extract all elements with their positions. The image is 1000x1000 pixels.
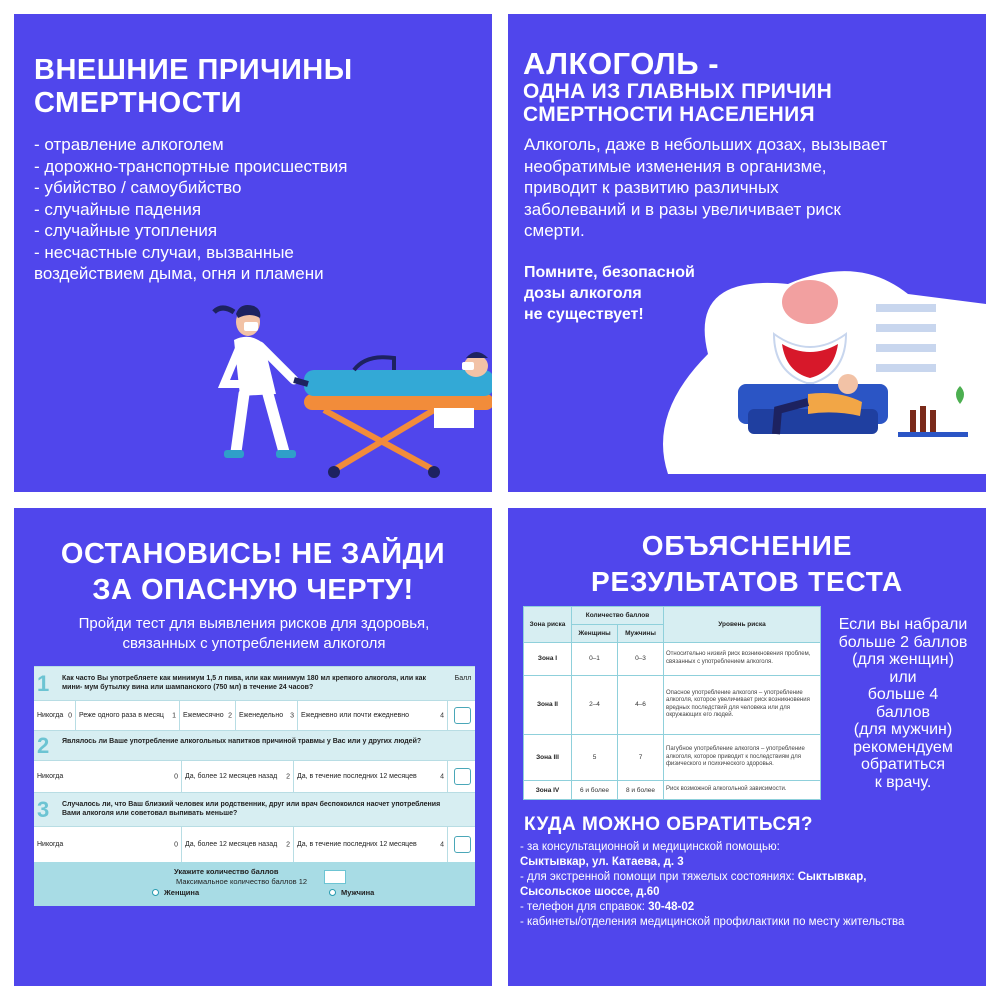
answer-option[interactable]: Никогда 0	[34, 701, 76, 730]
answer-option[interactable]: Никогда 0	[34, 761, 182, 792]
question-text: Как часто Вы употребляете как минимум 1,5 л пива, или как минимум 180 мл крепкого алкоголя, или как мини- мум бутылку вина или шампанского (750 мл) в течение 24 часов?	[62, 675, 426, 691]
stretcher-illustration	[184, 284, 492, 484]
panel1-title: ВНЕШНИЕ ПРИЧИНЫ СМЕРТНОСТИ	[34, 54, 353, 120]
table-header: Уровень риска	[664, 607, 821, 643]
table-header: Мужчины	[618, 625, 664, 643]
panel-test-results	[508, 508, 986, 986]
panel-alcohol-mortality	[508, 14, 986, 492]
answer-option[interactable]: Никогда 0	[34, 827, 182, 862]
answer-option[interactable]: Еженедельно 3	[236, 701, 298, 730]
answer-option[interactable]: Да, более 12 месяцев назад 2	[182, 761, 294, 792]
panel-stop-test	[14, 508, 492, 986]
list-item: воздействием дыма, огня и пламени	[34, 264, 324, 283]
list-item: - случайные утопления	[34, 221, 218, 240]
table-row: Зона IV 6 и более 8 и более Риск возможной алкогольной зависимости.	[524, 781, 821, 800]
alcohol-effects-text: Алкоголь, даже в небольших дозах, вызывает необратимые изменения в организме, приводит к развитию различных заболеваний и в разы увеличивает риск смерти.	[524, 135, 888, 240]
score-checkbox[interactable]	[454, 768, 471, 785]
question-row	[34, 792, 475, 826]
table-header: Женщины	[572, 625, 618, 643]
panel4-title: ОБЪЯСНЕНИЕ РЕЗУЛЬТАТОВ ТЕСТА	[591, 530, 903, 597]
list-item: - убийство / самоубийство	[34, 178, 242, 197]
where-to-go-title: КУДА МОЖНО ОБРАТИТЬСЯ?	[524, 814, 814, 835]
score-checkbox[interactable]	[454, 836, 471, 853]
risk-zones-table	[523, 606, 821, 800]
causes-list	[34, 134, 484, 285]
contacts-list: - за консультационной и медицинской помощью: Сыктывкар, ул. Катаева, д. 3 - для экстренной помощи при тяжелых состояниях: Сыктывкар, Сысольское шоссе, д.60 - телефон для справок: 30-48-02 - кабинеты/отделения медицинской профилактики по месту жительства	[520, 841, 905, 928]
score-checkbox[interactable]	[454, 707, 471, 724]
table-header: Количество баллов	[572, 607, 664, 625]
question-row	[34, 730, 475, 760]
question-number: 2	[37, 733, 50, 758]
total-score-input[interactable]	[324, 870, 346, 884]
list-item: - несчастные случаи, вызванные	[34, 242, 294, 262]
table-row: Зона I 0–1 0–3 Относительно низкий риск возникновения проблем, связанных с употреблением алкоголя.	[524, 643, 821, 675]
doctor-advice-text: Если вы набрали больше 2 баллов (для женщин) или больше 4 баллов (для мужчин) рекомендуем обратиться к врачу.	[838, 616, 968, 791]
table-row: Зона II 2–4 4–6 Опасное употребление алкоголя – употребление алкоголя, которое увеличивает риск возникновения вредных последствий для человека или для окружающих его людей.	[524, 675, 821, 735]
radio-icon	[152, 889, 159, 896]
answer-option[interactable]: Да, в течение последних 12 месяцев 4	[294, 761, 448, 792]
total-score-bar	[34, 862, 475, 906]
answer-option[interactable]: Да, в течение последних 12 месяцев 4	[294, 827, 448, 862]
female-radio[interactable]: Женщина	[152, 888, 199, 897]
question-text: Случалось ли, что Ваш близкий человек или родственник, друг или врач беспокоился насчет употребления Вами алкоголя или советовал выпивать меньше?	[62, 801, 441, 817]
question-number: 1	[37, 671, 50, 696]
panel3-title: ОСТАНОВИСЬ! НЕ ЗАЙДИ ЗА ОПАСНУЮ ЧЕРТУ!	[60, 538, 446, 606]
ball-header: Балл	[454, 675, 472, 682]
list-item: - отравление алкоголем	[34, 135, 224, 154]
male-radio[interactable]: Мужчина	[329, 888, 374, 897]
list-item: - дорожно-транспортные происшествия	[34, 156, 348, 176]
max-score-label: Максимальное количество баллов 12	[176, 877, 308, 886]
answer-row	[34, 760, 475, 792]
no-safe-dose-text: Помните, безопасной дозы алкоголя не существует!	[524, 264, 695, 323]
table-row: Зона III 5 7 Пагубное употребление алкоголя – употребление алкоголя, которое приводит к последствиям для физического и психического здоровья.	[524, 735, 821, 781]
panel-external-causes	[14, 14, 492, 492]
panel2-subtitle: ОДНА ИЗ ГЛАВНЫХ ПРИЧИН СМЕРТНОСТИ НАСЕЛЕНИЯ	[523, 80, 833, 126]
answer-option[interactable]: Реже одного раза в месяц 1	[76, 701, 180, 730]
answer-option[interactable]: Да, более 12 месяцев назад 2	[182, 827, 294, 862]
panel3-subtitle: Пройди тест для выявления рисков для здоровья, связанных с употреблением алкоголя	[78, 615, 430, 652]
question-number: 3	[37, 797, 50, 822]
audit-test-form	[34, 666, 475, 906]
panel2-title: АЛКОГОЛЬ -	[523, 46, 720, 81]
question-row	[34, 666, 475, 700]
table-header: Зона риска	[524, 607, 572, 643]
answer-option[interactable]: Ежемесячно 2	[180, 701, 236, 730]
answer-option[interactable]: Ежедневно или почти ежедневно 4	[298, 701, 448, 730]
answer-row	[34, 700, 475, 730]
question-text: Являлось ли Ваше употребление алкогольных напитков причиной травмы у Вас или у других людей?	[62, 738, 422, 745]
list-item: - случайные падения	[34, 199, 202, 219]
answer-row	[34, 826, 475, 862]
total-score-label: Укажите количество баллов	[174, 867, 279, 876]
phone-number[interactable]: 30-48-02	[648, 901, 695, 913]
radio-icon	[329, 889, 336, 896]
